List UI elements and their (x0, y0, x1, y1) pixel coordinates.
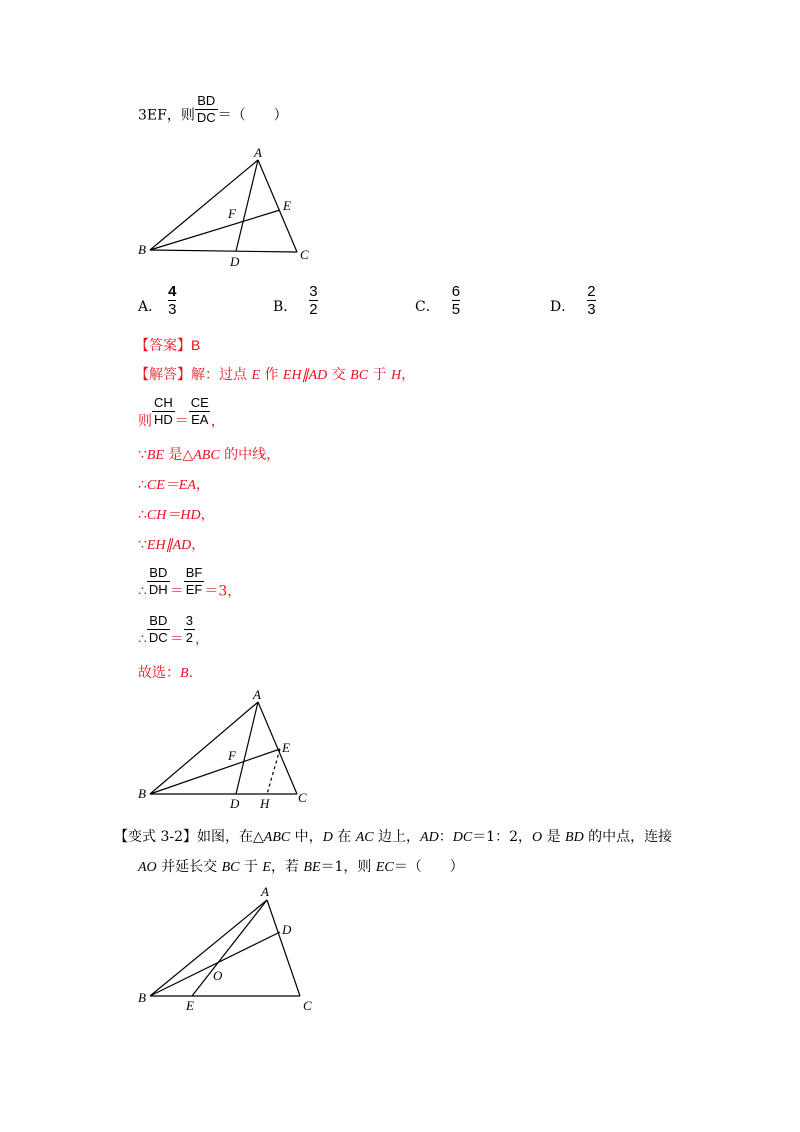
option-letter: D． (550, 299, 576, 315)
line-ae (192, 900, 267, 996)
text: . (188, 665, 194, 681)
line-ac (258, 702, 297, 794)
den: 3 (168, 301, 177, 318)
label-h: H (260, 796, 270, 811)
num: BD (149, 565, 168, 580)
figure-3-triangle (130, 880, 330, 1020)
num: 6 (451, 283, 461, 300)
text: ＝1：2， (472, 829, 533, 845)
answer-value: B (191, 337, 201, 353)
text: AD (420, 830, 439, 845)
text: ∵ (138, 447, 147, 463)
text: 作 (260, 367, 283, 383)
solution-line-2 (138, 396, 225, 431)
option-letter: C． (415, 299, 440, 315)
num: BF (185, 565, 203, 580)
text: BC (221, 860, 240, 875)
text: ， (200, 507, 215, 523)
fraction (189, 396, 211, 427)
num: CE (190, 395, 209, 410)
text: 则 (138, 413, 152, 430)
label-d: D (230, 796, 240, 811)
option-fraction (587, 284, 595, 318)
line-be (150, 749, 280, 794)
label-d: D (282, 922, 292, 937)
text: ∵ (138, 537, 147, 553)
text: ， (401, 367, 416, 383)
text: H (390, 368, 402, 383)
text: ∴ (138, 507, 147, 523)
stem-fraction (195, 94, 218, 125)
text: E (251, 368, 261, 383)
num: 2 (587, 283, 596, 300)
label-f: F (228, 748, 236, 763)
text: ＝ (169, 631, 184, 648)
text: 于 (239, 859, 263, 875)
text: ∴ (138, 477, 147, 493)
question-stem (138, 93, 288, 131)
label-c: C (303, 998, 312, 1013)
label-e: E (283, 198, 291, 213)
fraction (184, 614, 195, 645)
text: 交 (327, 367, 351, 383)
option-a[interactable] (138, 284, 176, 318)
solution-line-4 (138, 476, 210, 495)
text: AO (138, 860, 157, 875)
text: ＝3， (204, 583, 242, 600)
option-letter: A． (138, 299, 163, 315)
label-e: E (282, 740, 290, 755)
line-ba (150, 702, 258, 794)
text: 的中线， (219, 447, 281, 463)
den: DH (148, 582, 168, 597)
den: HD (154, 412, 173, 427)
text: 如图，在△ (197, 829, 264, 845)
num: BD (149, 613, 168, 628)
solution-line-5 (138, 506, 215, 525)
text: 中， (290, 829, 323, 845)
text: ＝ (169, 583, 184, 600)
den: DC (148, 630, 168, 645)
answer-label: 【答案】 (135, 338, 191, 354)
solution-line-8 (138, 614, 209, 649)
text: EH∥AD (282, 368, 328, 383)
text: DC (452, 830, 473, 845)
text: ， (194, 631, 209, 648)
text: 边上， (373, 829, 421, 845)
line-ba (150, 160, 258, 250)
text: 是 (542, 829, 566, 845)
text: B (180, 666, 189, 681)
solution-label: 【解答】 (135, 367, 191, 383)
solution-line-3 (138, 446, 280, 465)
text: ，若 (270, 859, 304, 875)
text: EC (375, 860, 394, 875)
label-b: B (138, 786, 146, 801)
solution-line-9 (138, 664, 193, 683)
num: 3 (185, 613, 193, 628)
text: ， (195, 477, 210, 493)
label-a: A (261, 884, 269, 899)
num: 3 (309, 283, 318, 300)
text: 在 (332, 829, 356, 845)
text: ＝（ ） (393, 859, 464, 875)
den: 5 (451, 301, 461, 318)
den: EA (191, 412, 209, 427)
line-bc (150, 250, 297, 252)
line-be (150, 210, 280, 250)
text: 是△ (164, 447, 194, 463)
fraction (147, 566, 170, 597)
line-ad (236, 160, 258, 251)
stem-prefix: 3EF，则 (138, 107, 195, 124)
option-b[interactable] (273, 284, 318, 318)
text: 的中点，连接 (583, 829, 673, 845)
label-c: C (298, 790, 307, 805)
text: ABC (193, 448, 220, 463)
text: 于 (368, 367, 391, 383)
label-a: A (254, 145, 262, 160)
text: AC (355, 830, 374, 845)
text: ∴ (138, 631, 147, 648)
text: BE (303, 860, 321, 875)
den: 3 (587, 301, 596, 318)
solution-line-7 (138, 566, 241, 601)
text: ， (210, 413, 225, 430)
option-d[interactable] (550, 284, 596, 318)
variant-tag: 【变式 3-2】 (114, 829, 197, 845)
line-ba (150, 900, 267, 996)
num: 4 (168, 283, 177, 300)
stem-suffix: ＝（ ） (217, 107, 288, 124)
label-a: A (253, 687, 261, 702)
option-fraction (309, 284, 317, 318)
label-c: C (300, 247, 309, 262)
text: ， (191, 537, 206, 553)
label-b: B (138, 990, 146, 1005)
solution-line-1 (135, 366, 415, 385)
variant-line-2 (138, 858, 464, 877)
variant-line-1 (114, 828, 672, 847)
figure-2-triangle (130, 684, 330, 814)
den: 2 (185, 630, 193, 645)
label-o: O (213, 968, 223, 983)
line-eh-dashed (267, 749, 280, 794)
text: D (322, 830, 333, 845)
line-ac (258, 160, 297, 252)
frac-den: DC (196, 110, 216, 125)
label-e: E (186, 998, 194, 1013)
option-fraction (168, 284, 176, 318)
line-bd (150, 932, 280, 996)
text: BE (146, 448, 165, 463)
num: CH (154, 395, 173, 410)
option-c[interactable] (415, 284, 460, 318)
label-f: F (228, 206, 236, 221)
den: EF (185, 582, 203, 597)
figure-1-triangle (130, 140, 330, 270)
text: ABC (263, 830, 291, 845)
text: E (262, 860, 271, 875)
line-ad (236, 702, 258, 794)
label-d: D (230, 254, 240, 269)
text: BD (565, 830, 584, 845)
den: 2 (309, 301, 318, 318)
text: ＝1，则 (320, 859, 376, 875)
text: EH∥AD (146, 538, 192, 553)
fraction (152, 396, 175, 427)
text: CE＝EA (146, 478, 196, 493)
solution-line-6 (138, 536, 205, 555)
text: O (532, 830, 543, 845)
text: 并延长交 (156, 859, 222, 875)
option-letter: B． (273, 299, 298, 315)
text: 解：过点 (191, 367, 252, 383)
text: BC (350, 368, 369, 383)
frac-num: BD (197, 93, 216, 108)
fraction (184, 566, 205, 597)
answer-line (135, 336, 200, 355)
fraction (147, 614, 170, 645)
text: ＝ (174, 413, 189, 430)
line-ac (267, 900, 300, 996)
text: ： (438, 829, 453, 845)
text: ∴ (138, 583, 147, 600)
text: CH＝HD (146, 508, 201, 523)
option-fraction (452, 284, 460, 318)
text: 故选： (138, 665, 180, 681)
label-b: B (138, 242, 146, 257)
